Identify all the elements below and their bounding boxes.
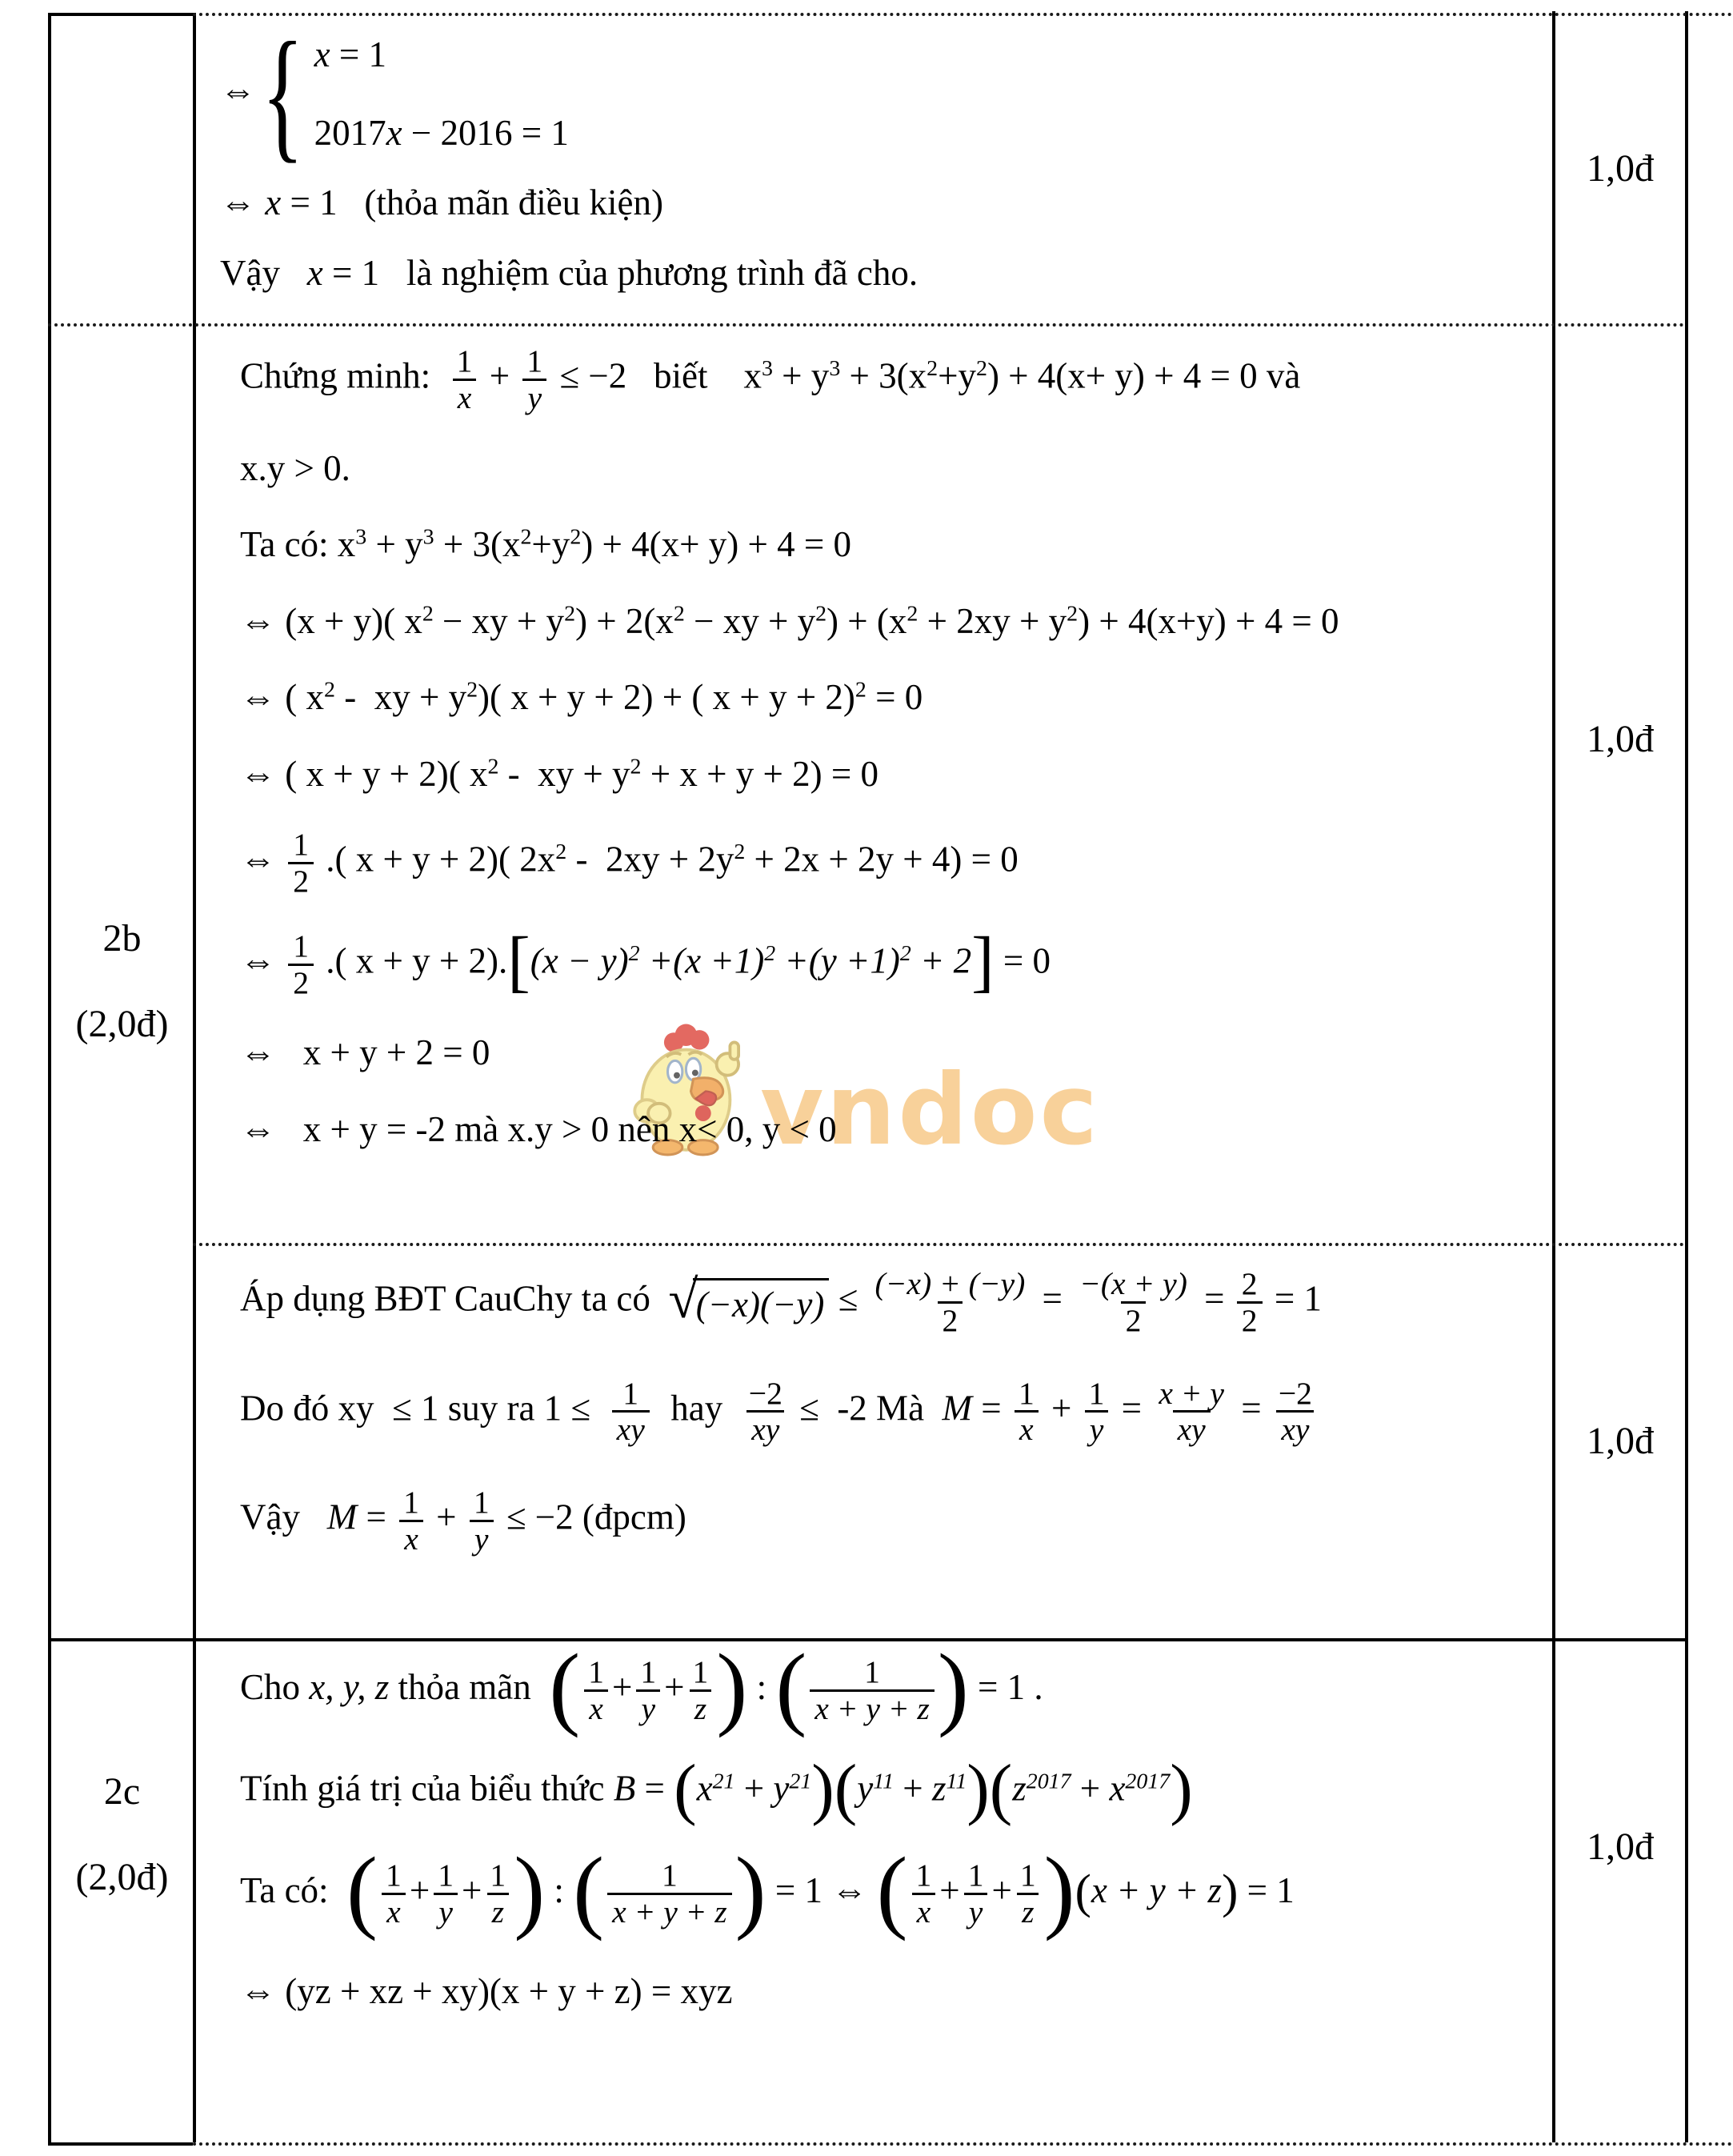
row2b-points-cell-1: [1555, 323, 1685, 1243]
math-line: ⇔ (x + y)( $x^2$ − xy + $y^2) + 2(x^2$ − xy + $y^2) + (x^2 + 2xy + y^2) + 4(x+y) + 4 = 0$: [240, 600, 1339, 641]
row2c-solution-cell: [196, 1635, 1552, 2142]
math-line: Ta có: ( $\frac{1}{x}$ + $\frac{1}{y}$ + $\frac{1}{z}$ ) : ( $\frac{1}{x + y + z}$ ) = 1 ⇔ ( $\frac{1}{x}$ + $\frac{1}{y}$ + $\frac{1}{z}$ )(x + y + z) = 1: [240, 1838, 1295, 1942]
math-line: ⇔ $\frac{1}{2}$ .( $x + y + 2).[(x - y)^2 +(x +1)^2 +(y +1)^2 + 2] = 0$: [240, 924, 1051, 1000]
table-gridline: [48, 13, 193, 16]
points-value: 1,0đ: [1587, 1419, 1654, 1462]
row2b-label-cell: [51, 323, 193, 1638]
row2b-points-cell-2: [1555, 1243, 1685, 1638]
question-id: 2b: [102, 916, 142, 960]
math-line: ⇔ $\frac{1}{2}$ .( x + y + 2)( $2x^2 - 2xy + 2y^2 + 2x + 2y + 4) = 0$: [240, 827, 1019, 900]
math-line: ⇔ ( $x^2$ - xy + $y^2$)( x + y + 2) + ( x + y + 2)$^2$ = 0: [240, 677, 923, 718]
question-score: (2,0đ): [75, 1856, 169, 1898]
math-line: Cho x, y, z thỏa mãn ( $\frac{1}{x}$ + $\frac{1}{y}$ + $\frac{1}{z}$ ) : ( $\frac{1}{x + y + z}$ ) = 1 .: [240, 1635, 1043, 1739]
math-line: Ta có: $x^3 + y^3 + 3(x^2+y^2) + 4(x+ y) + 4 = 0$: [240, 524, 851, 565]
question-score: (2,0đ): [75, 1002, 169, 1045]
row2b-solution-part1-cell: [196, 323, 1552, 1243]
math-line: ⇔ x = 1 (thỏa mãn điều kiện): [220, 182, 663, 223]
table-gridline: [193, 2142, 1733, 2146]
table-gridline: [48, 2142, 193, 2146]
table-gridline: [1685, 11, 1688, 2142]
points-value: 1,0đ: [1587, 146, 1654, 190]
row1-solution-cell: [196, 11, 1548, 323]
math-line: Áp dụng BĐT CauChy ta có √(−x)(−y) ≤ $\frac{(-x) + (-y)}{2}$ = $\frac{-(x + y)}{2}$ = $\frac{2}{2}$ = 1: [240, 1266, 1322, 1338]
math-line: Chứng minh: $\frac{1}{x}$ + $\frac{1}{y}$ ≤ −2 biết $x^3 + y^3 + 3(x^2+y^2) + 4(x+ y) + 4 = 0$ và: [240, 343, 1301, 415]
math-line: Tính giá trị của biểu thức $B = (x^{21} + y^{21})(y^{11} + z^{11})(z^{2017} + x^{2017})$: [240, 1751, 1193, 1827]
math-line: ⇔ ( x + y + 2)( $x^2$ - xy + $y^2 + x + y + 2) = 0$: [240, 753, 879, 794]
math-line: ⇔ x + y = -2 mà x.y > 0 nên x< 0, y < 0: [240, 1109, 837, 1150]
math-line: ⇔ { x = 1 2017x − 2016 = 1: [220, 11, 569, 175]
row1-points-cell: [1555, 13, 1685, 323]
question-id: 2c: [103, 1770, 141, 1813]
vndoc-watermark-text: vndoc: [760, 1053, 1100, 1167]
row2b-solution-part2-cell: [196, 1243, 1552, 1638]
math-line: Vậy x = 1 là nghiệm của phương trình đã cho.: [220, 252, 919, 293]
math-line: Vậy M = $\frac{1}{x}$ + $\frac{1}{y}$ ≤ −2 (đpcm): [240, 1485, 686, 1557]
points-value: 1,0đ: [1587, 1825, 1654, 1868]
row2c-points-cell: [1555, 1638, 1685, 2142]
row2c-label-cell: [51, 1638, 193, 2142]
math-line: Do đó xy ≤ 1 suy ra 1 ≤ $\frac{1}{xy}$ hay $\frac{-2}{xy}$ ≤ -2 Mà M = $\frac{1}{x}$ + $\frac{1}{y}$ = $\frac{x + y}{xy}$ = $\frac{-2}{xy}$: [240, 1377, 1320, 1448]
points-value: 1,0đ: [1587, 718, 1654, 760]
math-line: ⇔ (yz + xz + xy)(x + y + z) = xyz: [240, 1971, 733, 2012]
math-line: x.y > 0.: [240, 447, 350, 488]
math-line: ⇔ x + y + 2 = 0: [240, 1032, 490, 1073]
